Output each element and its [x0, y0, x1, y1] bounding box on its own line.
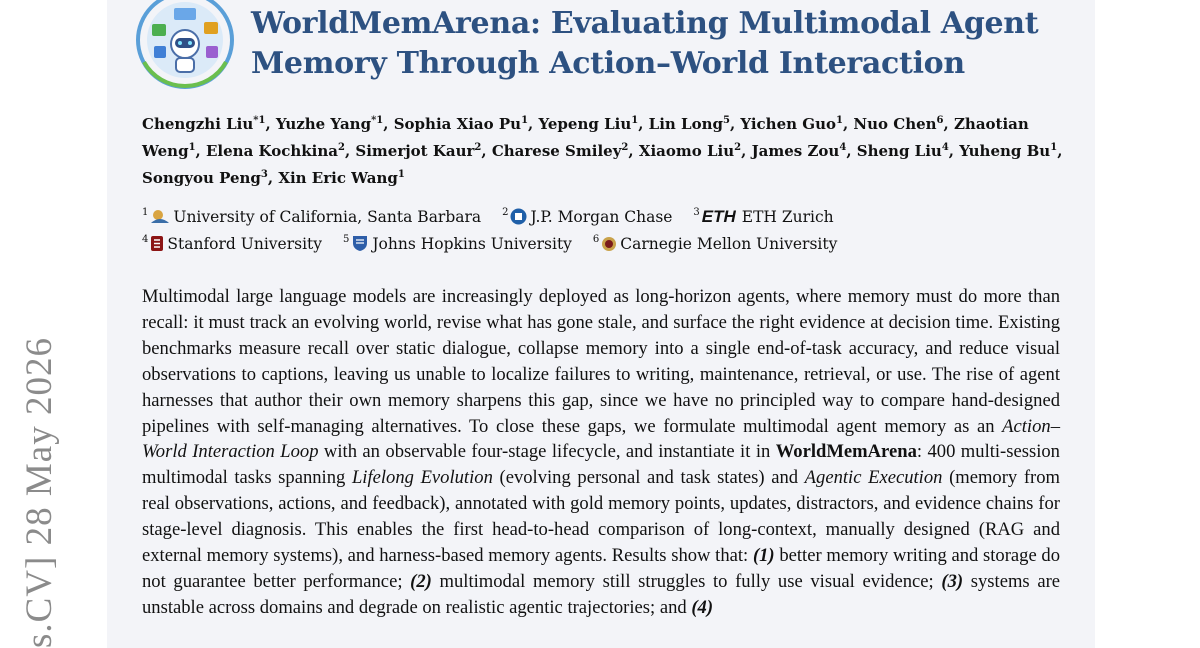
finding-marker: (4): [691, 596, 714, 618]
affiliation-number: 2: [502, 207, 509, 218]
finding-marker: (3): [941, 570, 964, 592]
affiliation-name: J.P. Morgan Chase: [530, 208, 673, 226]
abstract-emphasis: Lifelong Evolution: [351, 467, 493, 489]
author-affiliation-mark: 2: [337, 142, 345, 153]
affiliation-1: [142, 204, 481, 230]
abstract-emphasis: Action–World Interaction Loop: [142, 415, 1060, 463]
author-name: Chengzhi Liu: [142, 115, 254, 133]
author-affiliation-mark: 1: [397, 169, 405, 180]
abstract-text: : 400 multi-session multimodal tasks spanning: [142, 441, 1060, 489]
affiliation-number: 6: [592, 234, 600, 245]
author-affiliation-mark: 2: [474, 142, 482, 153]
author-affiliation-mark: 1: [631, 115, 639, 126]
author-separator: ,: [481, 142, 492, 160]
affiliations-row-2: [142, 231, 853, 257]
affiliation-name: Carnegie Mellon University: [620, 235, 838, 253]
finding-marker: (1): [752, 545, 775, 567]
author-name: Yepeng Liu: [538, 115, 632, 133]
paper-title-line-2: Memory Through Action–World Interaction: [251, 46, 965, 81]
author-affiliation-mark: 6: [936, 115, 944, 126]
author-separator: ,: [741, 142, 752, 160]
author-affiliation-mark: 5: [722, 115, 730, 126]
author-affiliation-mark: 4: [941, 142, 949, 153]
author-name: Xiaomo Liu: [638, 142, 735, 160]
author-affiliation-mark: *1: [371, 115, 384, 126]
author-separator: ,: [1057, 142, 1063, 160]
affiliation-name: Johns Hopkins University: [372, 235, 572, 253]
author-name: Yuzhe Yang: [275, 115, 372, 133]
author-affiliation-mark: 2: [734, 142, 742, 153]
author-affiliation-mark: 1: [835, 115, 843, 126]
author-name: Songyou Peng: [142, 169, 261, 187]
author-name: Yichen Guo: [740, 115, 836, 133]
jhu-shield-icon: [351, 234, 369, 252]
author-affiliation-mark: 1: [188, 142, 196, 153]
author-separator: ,: [638, 115, 649, 133]
author-separator: ,: [842, 115, 854, 133]
abstract-text: Multimodal large language models are increasingly deployed as long-horizon agents, where memory must do more than recall: it must track an evolving world, revise what has gone stale, and surface the right evidence at decision time. Existing benchmarks measure recall over static dialogue, collapse memory into a single end-of-task accuracy, and reduce visual observations to captions, leaving us unable to localize failures to writing, maintenance, retrieval, or use. The rise of agent harnesses that author their own memory sharpens this gap, since we have no principled way to compare hand-designed pipelines with self-managing alternatives. To close these gaps, we formulate multimodal agent memory as an: [142, 286, 1060, 437]
author-name: Zhaotian Weng: [142, 115, 1029, 160]
jpmorgan-icon: [510, 208, 527, 225]
affiliation-4: [142, 231, 322, 257]
author-list: [142, 111, 1072, 192]
author-name: Nuo Chen: [853, 115, 937, 133]
affiliation-name: University of California, Santa Barbara: [173, 208, 482, 226]
author-separator: ,: [948, 142, 960, 160]
author-affiliation-mark: 4: [839, 142, 847, 153]
affiliations-row-1: [142, 204, 850, 230]
author-name: Yuheng Bu: [959, 142, 1051, 160]
author-affiliation-mark: 3: [260, 169, 268, 180]
affiliation-3: [693, 204, 833, 230]
author-separator: ,: [267, 169, 279, 187]
author-separator: ,: [729, 115, 741, 133]
affiliation-number: 3: [693, 207, 700, 218]
author-separator: ,: [383, 115, 394, 133]
author-separator: ,: [344, 142, 356, 160]
author-name: Simerjot Kaur: [355, 142, 475, 160]
author-separator: ,: [265, 115, 276, 133]
abstract-text: with an observable four-stage lifecycle, and instantiate it in: [318, 441, 776, 463]
author-affiliation-mark: *1: [253, 115, 266, 126]
abstract-text: (evolving personal and task states) and: [492, 467, 805, 489]
author-name: Lin Long: [648, 115, 723, 133]
abstract-emphasis: Agentic Execution: [804, 467, 943, 489]
affiliation-number: 1: [142, 207, 149, 218]
finding-marker: (2): [410, 570, 432, 592]
author-name: Xin Eric Wang: [278, 169, 398, 187]
paper-title: [251, 4, 1038, 84]
paper-title-line-1: WorldMemArena: Evaluating Multimodal Agent: [251, 6, 1039, 41]
author-separator: ,: [846, 142, 857, 160]
affiliation-name: ETH Zurich: [741, 208, 834, 226]
author-separator: ,: [528, 115, 539, 133]
author-separator: ,: [628, 142, 639, 160]
affiliation-number: 5: [342, 234, 350, 245]
abstract-text: (memory from real observations, actions, and feedback), annotated with gold memory points, updates, distractors, and evidence chains for stage-level diagnosis. This enables the first head-to-head comparison of long-context, manually designed (RAG and external memory systems), and harness-based memory agents. Results show that:: [142, 467, 1060, 567]
affiliation-name: Stanford University: [167, 235, 323, 253]
robot-memory-logo-icon: [134, 0, 236, 96]
benchmark-name: WorldMemArena: [775, 441, 917, 463]
author-affiliation-mark: 2: [621, 142, 629, 153]
abstract-text: multimodal memory still struggles to fully use visual evidence;: [431, 570, 942, 592]
author-separator: ,: [943, 115, 954, 133]
cmu-seal-icon: [601, 236, 617, 252]
affiliation-2: [502, 204, 672, 230]
author-affiliation-mark: 1: [1050, 142, 1058, 153]
author-name: Charese Smiley: [491, 142, 622, 160]
stanford-icon: [150, 235, 164, 252]
author-name: Elena Kochkina: [205, 142, 338, 160]
author-name: Sophia Xiao Pu: [393, 115, 522, 133]
abstract: [142, 284, 1060, 621]
affiliation-5: [343, 231, 572, 257]
affiliation-number: 4: [142, 234, 149, 245]
author-affiliation-mark: 1: [521, 115, 529, 126]
author-name: Sheng Liu: [856, 142, 942, 160]
abstract-text: better memory writing and storage do not guarantee better performance;: [142, 545, 1060, 592]
eth-logo-icon: ETH: [701, 207, 736, 226]
abstract-paragraph: [142, 284, 1060, 621]
ucsb-icon: [150, 209, 170, 225]
author-separator: ,: [195, 142, 206, 160]
arxiv-identifier-stamp: s.CV] 28 May 2026: [19, 337, 60, 648]
author-name: James Zou: [751, 142, 840, 160]
abstract-text: systems are unstable across domains and degrade on realistic agentic trajectories; and: [142, 570, 1061, 618]
affiliation-6: [593, 231, 837, 257]
